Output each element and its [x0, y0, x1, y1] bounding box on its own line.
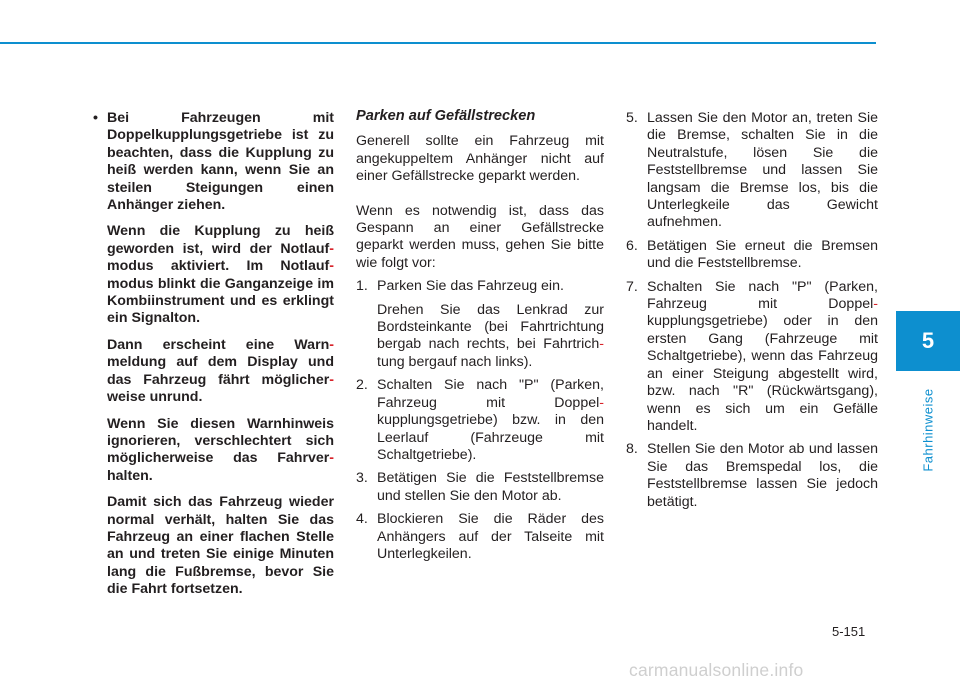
- step-8: 8. Stellen Sie den Motor ab und lassen Sie das Bremspedal los, die Feststellbremse lassen Sie jedoch betätigt.: [626, 441, 878, 510]
- header-rule: [0, 42, 876, 44]
- intro-paragraph: Generell sollte ein Fahrzeug mit angekuppeltem Anhänger nicht auf einer Gefällstrecke geparkt werden.: [356, 133, 604, 185]
- watermark: carmanualsonline.info: [629, 660, 804, 680]
- column-2: [356, 108, 604, 563]
- section-heading: Parken auf Gefällstrecken: [356, 108, 536, 124]
- step-2: 2. Schalten Sie nach "P" (Parken, Fahrzeug mit Doppel- kupplungsgetriebe) bzw. in den Leerlauf (Fahrzeuge mit Schaltgetriebe).: [356, 377, 604, 463]
- step-7: 7. Schalten Sie nach "P" (Parken, Fahrzeug mit Doppel- kupplungsgetriebe) oder in den ersten Gang (Fahrzeuge mit Schaltgetriebe), wenn das Fahrzeug an einer Steigung abgestellt wird, bzw. nach "R" (Rückwärtsgang), wenn es sich um ein Gefälle handelt.: [626, 278, 878, 434]
- procedure-intro: Wenn es notwendig ist, dass das Gespann an einer Gefällstrecke geparkt werden muss, gehen Sie bitte wie folgt vor:: [356, 202, 604, 271]
- step-1: 1. Parken Sie das Fahrzeug ein.: [356, 278, 564, 295]
- step-6: 6. Betätigen Sie erneut die Bremsen und die Feststellbremse.: [626, 237, 878, 272]
- chapter-label: Fahrhinweise: [920, 388, 936, 472]
- notlauf-paragraph: Wenn die Kupplung zu heiß geworden ist, wird der Notlauf- modus aktiviert. Im Notlauf- modus blinkt die Ganganzeige im Kombiinstrument und es erklingt ein Signalton.: [107, 223, 334, 327]
- column-3: [626, 110, 878, 511]
- step-1-detail: Drehen Sie das Lenkrad zur Bordsteinkante (bei Fahrtrichtung bergab nach rechts, bei Fahrtrich- tung bergauf nach links).: [377, 301, 604, 370]
- step-5: 5. Lassen Sie den Motor an, treten Sie die Bremse, schalten Sie in die Neutralstufe, lösen Sie die Feststellbremse und lassen Sie langsam die Bremse los, bis die Unterlegkeile das Gewicht aufnehmen.: [626, 110, 878, 231]
- bullet-paragraph: [93, 110, 334, 214]
- chapter-tab: 5: [896, 311, 960, 371]
- warning-paragraph: Dann erscheint eine Warn- meldung auf dem Display und das Fahrzeug fährt möglicher- weise unrund.: [107, 336, 334, 406]
- bullet-text: Bei Fahrzeugen mit Doppelkupplungsgetriebe ist zu beachten, dass die Kupplung zu heiß werden kann, wenn Sie an steilen Steigungen einen Anhänger ziehen.: [107, 110, 334, 214]
- step-4: 4. Blockieren Sie die Räder des Anhängers auf der Talseite mit Unterlegkeilen.: [356, 511, 604, 562]
- page-number: 5-151: [832, 624, 866, 639]
- column-1: [93, 110, 334, 599]
- step-3: 3. Betätigen Sie die Feststellbremse und stellen Sie den Motor ab.: [356, 470, 604, 504]
- recovery-paragraph: Damit sich das Fahrzeug wieder normal verhält, halten Sie das Fahrzeug an einer flachen Stelle an und treten Sie einige Minuten lang die Fußbremse, bevor Sie die Fahrt fortsetzen.: [107, 494, 334, 598]
- ignore-paragraph: Wenn Sie diesen Warnhinweis ignorieren, verschlechtert sich möglicherweise das Fahrver- halten.: [107, 415, 334, 484]
- bullet-marker: •: [93, 110, 98, 126]
